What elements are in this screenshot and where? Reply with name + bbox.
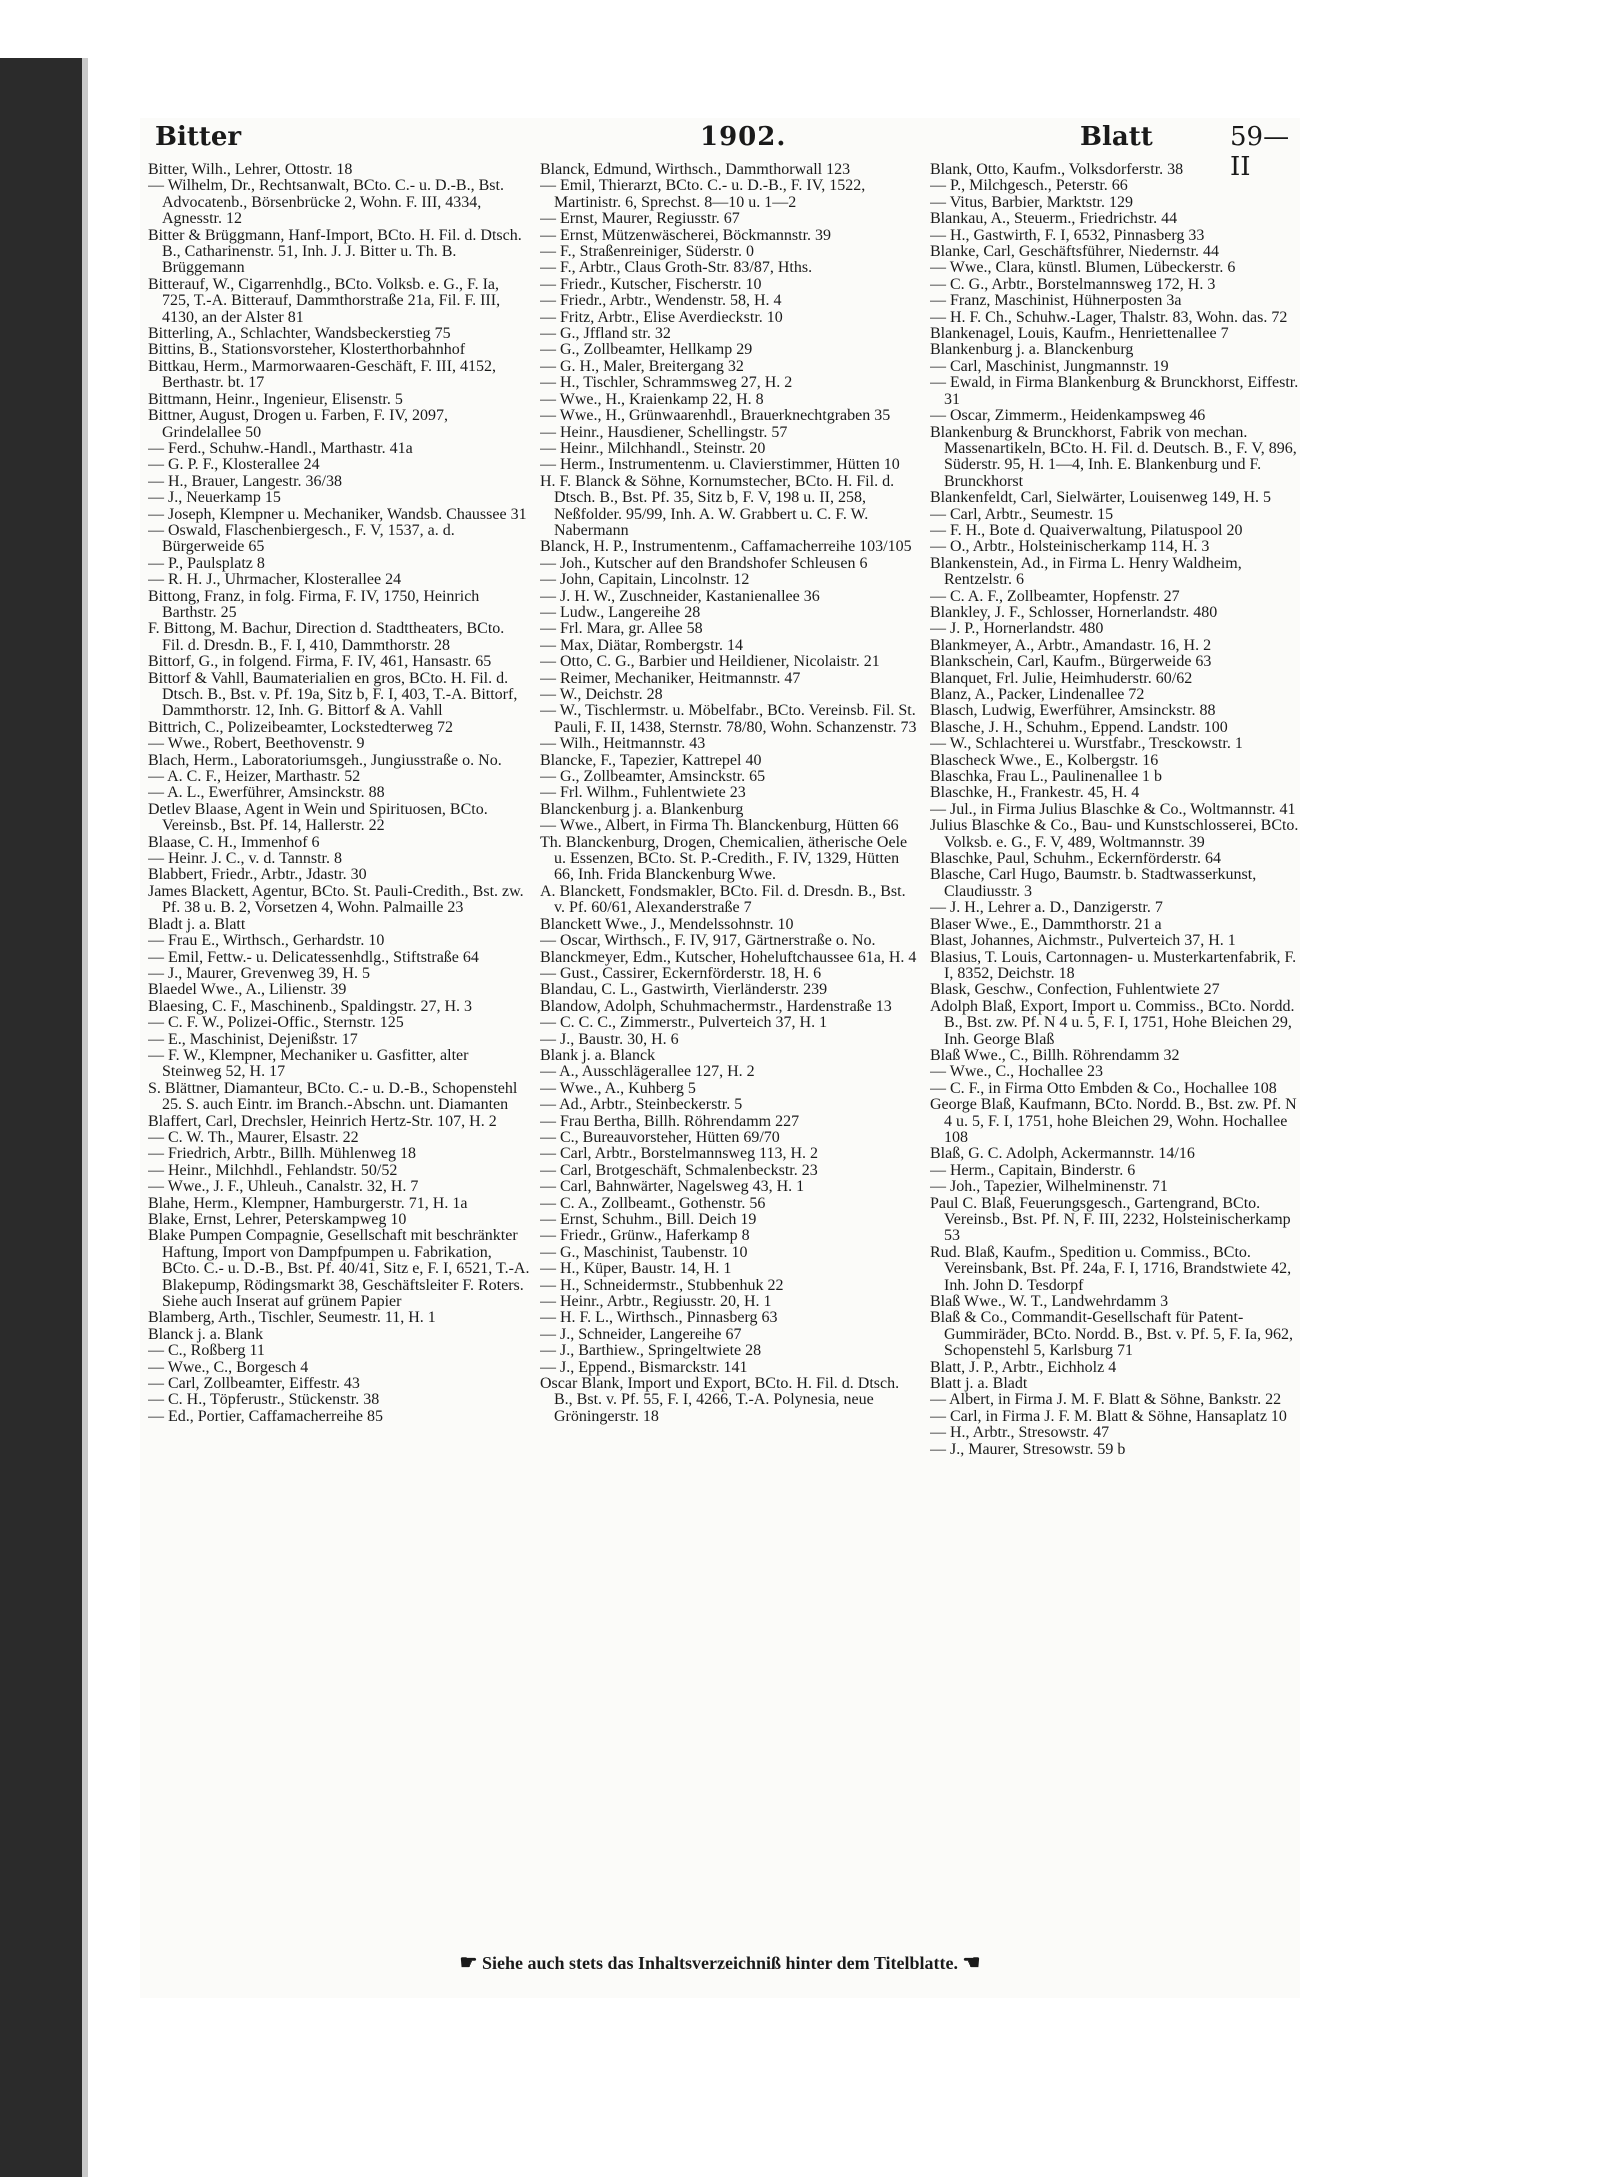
directory-entry: — Wwe., J. F., Uhleuh., Canalstr. 32, H. 7	[148, 1178, 419, 1196]
directory-entry: Bittong, Franz, in folg. Firma, F. IV, 1750, Heinrich Barthstr. 25	[148, 587, 480, 621]
column-3	[930, 162, 1300, 1944]
directory-entry: — John, Capitain, Lincolnstr. 12	[540, 571, 750, 589]
directory-entry: — Carl, Arbtr., Seumestr. 15	[930, 505, 1114, 523]
directory-entry: — Ernst, Maurer, Regiusstr. 67	[540, 210, 740, 228]
directory-entry: Blasius, T. Louis, Cartonnagen- u. Musterkartenfabrik, F. I, 8352, Deichstr. 18	[930, 948, 1297, 982]
directory-entry: — Max, Diätar, Rombergstr. 14	[540, 636, 744, 654]
directory-entry: — Carl, Arbtr., Borstelmannsweg 113, H. 2	[540, 1145, 819, 1163]
directory-entry: Blank j. a. Blanck	[540, 1046, 656, 1064]
directory-entry: — Friedrich, Arbtr., Billh. Mühlenweg 18	[148, 1145, 416, 1163]
directory-entry: — C. F. W., Polizei-Offic., Sternstr. 125	[148, 1014, 404, 1032]
directory-entry: — C. A. F., Zollbeamter, Hopfenstr. 27	[930, 587, 1180, 605]
directory-entry: Detlev Blaase, Agent in Wein und Spirituosen, BCto. Vereinsb., Bst. Pf. 14, Hallerstr. 22	[148, 800, 488, 835]
directory-entry: — Frau E., Wirthsch., Gerhardstr. 10	[148, 932, 385, 950]
directory-entry: — Joh., Tapezier, Wilhelminenstr. 71	[930, 1178, 1168, 1196]
directory-entry: Blanckmeyer, Edm., Kutscher, Hoheluftchaussee 61a, H. 4	[540, 948, 917, 966]
directory-entry: — Jul., in Firma Julius Blaschke & Co., Woltmannstr. 41	[930, 800, 1296, 818]
directory-entry: Bitter & Brüggmann, Hanf-Import, BCto. H. Fil. d. Dtsch. B., Catharinenstr. 51, Inh. J. J. Bitter u. Th. B. Brüggemann	[148, 226, 522, 277]
directory-entry: — Emil, Fettw.- u. Delicatessenhdlg., Stiftstraße 64	[148, 948, 479, 966]
directory-entry: — Joseph, Klempner u. Mechaniker, Wandsb. Chaussee 31	[148, 505, 527, 523]
directory-entry: Blahe, Herm., Klempner, Hamburgerstr. 71, H. 1a	[148, 1194, 468, 1212]
directory-entry: Blaß Wwe., W. T., Landwehrdamm 3	[930, 1293, 1169, 1311]
directory-entry: — Oscar, Wirthsch., F. IV, 917, Gärtnerstraße o. No.	[540, 932, 876, 950]
directory-entry: Blatt, J. P., Arbtr., Eichholz 4	[930, 1358, 1117, 1376]
directory-entry: Blaschke, Paul, Schuhm., Eckernförderstr. 64	[930, 850, 1222, 868]
header-right-word: Blatt	[1080, 122, 1153, 152]
directory-entry: Blankschein, Carl, Kaufm., Bürgerweide 63	[930, 653, 1212, 671]
directory-entry: Paul C. Blaß, Feuerungsgesch., Gartengrand, BCto. Vereinsb., Bst. Pf. N, F. III, 2232, Holsteinischerkamp 53	[930, 1194, 1291, 1245]
directory-entry: — Wwe., Albert, in Firma Th. Blanckenburg, Hütten 66	[540, 817, 899, 835]
directory-entry: Blaffert, Carl, Drechsler, Heinrich Hertz-Str. 107, H. 2	[148, 1112, 497, 1130]
directory-entry: — Carl, Zollbeamter, Eiffestr. 43	[148, 1375, 360, 1393]
directory-entry: Th. Blanckenburg, Drogen, Chemicalien, ätherische Oele u. Essenzen, BCto. St. P.-Credith., F. IV, 1329, Hütten 66, Inh. Frida Blanckenburg Wwe.	[540, 833, 908, 884]
directory-entry: Blancke, F., Tapezier, Kattrepel 40	[540, 751, 762, 769]
directory-entry: Blasche, Carl Hugo, Baumstr. b. Stadtwasserkunst, Claudiusstr. 3	[930, 866, 1257, 900]
directory-entry: — Reimer, Mechaniker, Heitmannstr. 47	[540, 669, 801, 687]
directory-entry: Blanck, H. P., Instrumentenm., Caffamacherreihe 103/105	[540, 538, 912, 556]
directory-entry: — Heinr., Milchhdl., Fehlandstr. 50/52	[148, 1161, 398, 1179]
directory-entry: — Fritz, Arbtr., Elise Averdieckstr. 10	[540, 308, 783, 326]
directory-entry: — H., Arbtr., Stresowstr. 47	[930, 1424, 1110, 1442]
directory-entry: — Wwe., C., Hochallee 23	[930, 1063, 1103, 1081]
directory-entry: Blanck j. a. Blank	[148, 1325, 264, 1343]
directory-entry: Blanck, Edmund, Wirthsch., Dammthorwall 123	[540, 162, 851, 178]
directory-entry: Bittmann, Heinr., Ingenieur, Elisenstr. 5	[148, 390, 403, 408]
directory-entry: — Friedr., Kutscher, Fischerstr. 10	[540, 275, 762, 293]
directory-entry: — P., Paulsplatz 8	[148, 554, 265, 572]
directory-entry: Blankenstein, Ad., in Firma L. Henry Waldheim, Rentzelstr. 6	[930, 554, 1242, 589]
directory-entry: — C. A., Zollbeamt., Gothenstr. 56	[540, 1194, 766, 1212]
directory-entry: — Oswald, Flaschenbiergesch., F. V, 1537, a. d. Bürgerweide 65	[148, 521, 455, 556]
directory-entry: Blaß, G. C. Adolph, Ackermannstr. 14/16	[930, 1145, 1195, 1163]
directory-entry: Bitterling, A., Schlachter, Wandsbeckerstieg 75	[148, 325, 451, 343]
directory-entry: — Ernst, Schuhm., Bill. Deich 19	[540, 1211, 757, 1228]
directory-entry: Julius Blaschke & Co., Bau- und Kunstschlosserei, BCto. Volksb. e. G., F. V, 489, Woltmannstr. 39	[930, 817, 1299, 851]
directory-entry: — Ludw., Langereihe 28	[540, 603, 701, 621]
directory-entry: Blasche, J. H., Schuhm., Eppend. Landstr. 100	[930, 718, 1228, 736]
directory-entry: — Ferd., Schuhw.-Handl., Marthastr. 41a	[148, 439, 413, 457]
directory-entry: Blake Pumpen Compagnie, Gesellschaft mit beschränkter Haftung, Import von Dampfpumpen u. Fabrikation, BCto. C.- u. D.-B., Bst. Pf. 40/41, Sitz e, F. I, 6521, T.-A. Blakepump, Rödingsmarkt 38, Geschäftsleiter F. Roters. Siehe auch Inserat auf grünem Papier	[148, 1227, 530, 1311]
directory-entry: Blatt j. a. Bladt	[930, 1375, 1028, 1393]
column-2	[540, 162, 920, 1944]
directory-entry: — J., Schneider, Langereihe 67	[540, 1325, 742, 1343]
directory-entry: — R. H. J., Uhrmacher, Klosterallee 24	[148, 571, 402, 589]
directory-entry: Blask, Geschw., Confection, Fuhlentwiete 27	[930, 981, 1220, 999]
directory-entry: — H., Brauer, Langestr. 36/38	[148, 472, 342, 490]
directory-entry: — Carl, Bahnwärter, Nagelsweg 43, H. 1	[540, 1178, 805, 1196]
directory-entry: Adolph Blaß, Export, Import u. Commiss., BCto. Nordd. B., Bst. zw. Pf. N 4 u. 5, F. I, 1751, Hohe Bleichen 29, Inh. George Blaß	[930, 997, 1295, 1048]
directory-entry: — C. F., in Firma Otto Embden & Co., Hochallee 108	[930, 1079, 1277, 1097]
directory-entry: — A. L., Ewerführer, Amsinckstr. 88	[148, 784, 385, 802]
directory-entry: — Carl, in Firma J. F. M. Blatt & Söhne, Hansaplatz 10	[930, 1407, 1287, 1425]
directory-entry: — J., Eppend., Bismarckstr. 141	[540, 1358, 748, 1376]
pointing-hand-right-icon: ☛	[459, 1952, 478, 1974]
directory-entry: — F., Straßenreiniger, Süderstr. 0	[540, 243, 755, 261]
scan-binding-edge	[0, 58, 88, 2177]
page-footer	[140, 1950, 1300, 1975]
directory-entry: — E., Maschinist, Dejenißstr. 17	[148, 1030, 358, 1048]
directory-entry: Bitterauf, W., Cigarrenhdlg., BCto. Volksb. e. G., F. Ia, 725, T.-A. Bitterauf, Dammthorstraße 21a, Fil. F. III, 4130, an der Alster 81	[148, 275, 501, 326]
directory-entry: — C. G., Arbtr., Borstelmannsweg 172, H. 3	[930, 275, 1216, 293]
directory-entry: Blanz, A., Packer, Lindenallee 72	[930, 686, 1145, 703]
directory-entry: Blanckenburg j. a. Blankenburg	[540, 800, 744, 818]
directory-entry: Blasch, Ludwig, Ewerführer, Amsinckstr. 88	[930, 702, 1216, 720]
directory-entry: Bitter, Wilh., Lehrer, Ottostr. 18	[148, 162, 353, 178]
directory-entry: — F. H., Bote d. Quaiverwaltung, Pilatuspool 20	[930, 521, 1243, 539]
directory-entry: — G., Zollbeamter, Amsinckstr. 65	[540, 768, 766, 786]
directory-entry: James Blackett, Agentur, BCto. St. Pauli-Credith., Bst. zw. Pf. 38 u. B. 2, Vorsetzen 4, Wohn. Palmaille 23	[148, 882, 524, 917]
directory-entry: Rud. Blaß, Kaufm., Spedition u. Commiss., BCto. Vereinsbank, Bst. Pf. 24a, F. I, 1716, Brandstwiete 42, Inh. John D. Tesdorpf	[930, 1243, 1292, 1294]
directory-entry: — Oscar, Zimmerm., Heidenkampsweg 46	[930, 407, 1206, 425]
directory-entry: — G., Zollbeamter, Hellkamp 29	[540, 341, 753, 359]
directory-entry: — Wwe., Clara, künstl. Blumen, Lübeckerstr. 6	[930, 259, 1236, 277]
directory-entry: — J. H., Lehrer a. D., Danzigerstr. 7	[930, 899, 1163, 917]
directory-entry: Blamberg, Arth., Tischler, Seumestr. 11, H. 1	[148, 1309, 436, 1327]
header-year: 1902.	[700, 122, 787, 152]
directory-entry: — G., Maschinist, Taubenstr. 10	[540, 1243, 748, 1261]
directory-entry: Blankley, J. F., Schlosser, Hornerlandstr. 480	[930, 603, 1218, 621]
directory-entry: — Heinr., Arbtr., Regiusstr. 20, H. 1	[540, 1293, 772, 1311]
directory-entry: — Albert, in Firma J. M. F. Blatt & Söhne, Bankstr. 22	[930, 1391, 1282, 1409]
directory-entry: — J. H. W., Zuschneider, Kastanienallee 36	[540, 587, 820, 605]
directory-entry: — C. W. Th., Maurer, Elsastr. 22	[148, 1128, 359, 1146]
directory-entry: — Emil, Thierarzt, BCto. C.- u. D.-B., F. IV, 1522, Martinistr. 6, Sprechst. 8—10 u. 1—2	[540, 177, 866, 211]
directory-entry: — W., Deichstr. 28	[540, 686, 663, 703]
directory-entry: — G., Jffland str. 32	[540, 325, 671, 343]
directory-entry: — H., Küper, Baustr. 14, H. 1	[540, 1260, 732, 1278]
directory-entry: Blabbert, Friedr., Arbtr., Jdastr. 30	[148, 866, 367, 884]
directory-entry: Blanquet, Frl. Julie, Heimhuderstr. 60/62	[930, 669, 1193, 687]
directory-entry: — J., Neuerkamp 15	[148, 489, 281, 507]
directory-entry: — J., Baustr. 30, H. 6	[540, 1030, 679, 1048]
directory-entry: — Frau Bertha, Billh. Röhrendamm 227	[540, 1112, 800, 1130]
directory-entry: — Friedr., Grünw., Haferkamp 8	[540, 1227, 750, 1245]
directory-entry: — Carl, Maschinist, Jungmannstr. 19	[930, 357, 1169, 375]
directory-entry: Blank, Otto, Kaufm., Volksdorferstr. 38	[930, 162, 1184, 178]
directory-entry: — Wwe., H., Kraienkamp 22, H. 8	[540, 390, 764, 408]
directory-entry: — Ed., Portier, Caffamacherreihe 85	[148, 1407, 383, 1425]
directory-entry: Blaschke, H., Frankestr. 45, H. 4	[930, 784, 1140, 802]
directory-entry: Blandow, Adolph, Schuhmachermstr., Hardenstraße 13	[540, 997, 892, 1015]
directory-entry: — F., Arbtr., Claus Groth-Str. 83/87, Hths.	[540, 259, 813, 277]
directory-entry: — C. C. C., Zimmerstr., Pulverteich 37, H. 1	[540, 1014, 828, 1032]
directory-entry: Blankau, A., Steuerm., Friedrichstr. 44	[930, 210, 1178, 228]
directory-entry: — Wwe., C., Borgesch 4	[148, 1358, 309, 1376]
directory-entry: Bladt j. a. Blatt	[148, 915, 246, 933]
directory-entry: — C. H., Töpferustr., Stückenstr. 38	[148, 1391, 380, 1409]
directory-entry: — J., Maurer, Grevenweg 39, H. 5	[148, 964, 370, 982]
directory-entry: — Gust., Cassirer, Eckernförderstr. 18, H. 6	[540, 964, 822, 982]
directory-entry: — F. W., Klempner, Mechaniker u. Gasfitter, alter Steinweg 52, H. 17	[148, 1046, 469, 1081]
directory-entry: — Carl, Brotgeschäft, Schmalenbeckstr. 23	[540, 1161, 818, 1179]
directory-entry: Blaser Wwe., E., Dammthorstr. 21 a	[930, 915, 1162, 933]
directory-entry: Blaschka, Frau L., Paulinenallee 1 b	[930, 768, 1162, 786]
directory-entry: — W., Tischlermstr. u. Möbelfabr., BCto. Vereinsb. Fil. St. Pauli, F. II, 1438, Sternstr. 78/80, Wohn. Schanzenstr. 73	[540, 702, 917, 736]
directory-entry: — Frl. Wilhm., Fuhlentwiete 23	[540, 784, 746, 802]
directory-entry: — J. P., Hornerlandstr. 480	[930, 620, 1104, 638]
column-1	[148, 162, 530, 1944]
directory-entry: — J., Barthiew., Springeltwiete 28	[540, 1342, 762, 1360]
footer-note: Siehe auch stets das Inhaltsverzeichniß hinter dem Titelblatte.	[481, 1953, 958, 1973]
directory-entry: Bittner, August, Drogen u. Farben, F. IV, 2097, Grindelallee 50	[148, 407, 448, 441]
directory-entry: — C., Bureauvorsteher, Hütten 69/70	[540, 1128, 780, 1146]
directory-entry: — Ewald, in Firma Blankenburg & Brunckhorst, Eiffestr. 31	[930, 374, 1299, 408]
page-number: 59—II	[1230, 122, 1290, 182]
directory-entry: Blanckett Wwe., J., Mendelssohnstr. 10	[540, 915, 794, 933]
directory-entry: — G. P. F., Klosterallee 24	[148, 456, 320, 474]
directory-entry: Blaase, C. H., Immenhof 6	[148, 833, 320, 851]
directory-entry: — Franz, Maschinist, Hühnerposten 3a	[930, 292, 1182, 310]
directory-entry: George Blaß, Kaufmann, BCto. Nordd. B., Bst. zw. Pf. N 4 u. 5, F. I, 1751, hohe Bleichen 29, Wohn. Hochallee 108	[930, 1096, 1297, 1146]
directory-entry: — Heinr., Hausdiener, Schellingstr. 57	[540, 423, 788, 441]
directory-entry: — C., Roßberg 11	[148, 1342, 265, 1360]
directory-entry: Blanke, Carl, Geschäftsführer, Niedernstr. 44	[930, 243, 1220, 261]
directory-entry: — A. C. F., Heizer, Marthastr. 52	[148, 768, 361, 786]
scan-binding-shadow	[82, 58, 88, 2177]
directory-entry: A. Blanckett, Fondsmakler, BCto. Fil. d. Dresdn. B., Bst. v. Pf. 60/61, Alexanderstraße 7	[540, 882, 906, 917]
pointing-hand-left-icon: ☚	[962, 1952, 981, 1974]
directory-entry: Blaß Wwe., C., Billh. Röhrendamm 32	[930, 1046, 1180, 1064]
directory-entry: — Herm., Instrumentenm. u. Clavierstimmer, Hütten 10	[540, 456, 900, 474]
directory-entry: — Ernst, Mützenwäscherei, Böckmannstr. 39	[540, 226, 832, 244]
directory-entry: F. Bittong, M. Bachur, Direction d. Stadttheaters, BCto. Fil. d. Dresdn. B., F. I, 410, Dammthorstr. 28	[148, 620, 505, 654]
directory-entry: — P., Milchgesch., Peterstr. 66	[930, 177, 1128, 195]
directory-entry: — Wwe., H., Grünwaarenhdl., Brauerknechtgraben 35	[540, 407, 891, 425]
directory-entry: Bittrich, C., Polizeibeamter, Lockstedterweg 72	[148, 718, 454, 736]
directory-entry: Bittins, B., Stationsvorsteher, Klosterthorbahnhof	[148, 341, 466, 359]
directory-entry: Bittorf, G., in folgend. Firma, F. IV, 461, Hansastr. 65	[148, 653, 492, 671]
directory-entry: — Wilhelm, Dr., Rechtsanwalt, BCto. C.- u. D.-B., Bst. Advocatenb., Börsenbrücke 2, Wohn. F. III, 4334, Agnesstr. 12	[148, 177, 504, 228]
directory-entry: — H. F. Ch., Schuhw.-Lager, Thalstr. 83, Wohn. das. 72	[930, 308, 1288, 326]
directory-entry: Blaesing, C. F., Maschinenb., Spaldingstr. 27, H. 3	[148, 997, 473, 1015]
directory-entry: — A., Ausschlägerallee 127, H. 2	[540, 1063, 755, 1081]
directory-entry: — Wwe., Robert, Beethovenstr. 9	[148, 735, 365, 753]
directory-page	[140, 118, 1300, 1998]
directory-entry: — W., Schlachterei u. Wurstfabr., Tresckowstr. 1	[930, 735, 1243, 753]
directory-entry: — Wwe., A., Kuhberg 5	[540, 1079, 696, 1097]
directory-entry: Bittorf & Vahll, Baumaterialien en gros, BCto. H. Fil. d. Dtsch. B., Bst. v. Pf. 19a, Sitz b, F. I, 403, T.-A. Bittorf, Dammthorstr. 12, Inh. G. Bittorf & A. Vahll	[148, 669, 518, 720]
directory-entry: — Frl. Mara, gr. Allee 58	[540, 620, 703, 638]
directory-entry: Blankmeyer, A., Arbtr., Amandastr. 16, H. 2	[930, 636, 1212, 654]
directory-entry: Oscar Blank, Import und Export, BCto. H. Fil. d. Dtsch. B., Bst. v. Pf. 55, F. I, 4266, T.-A. Polynesia, neue Gröningerstr. 18	[540, 1375, 900, 1425]
directory-entry: Blascheck Wwe., E., Kolbergstr. 16	[930, 751, 1159, 769]
directory-entry: S. Blättner, Diamanteur, BCto. C.- u. D.-B., Schopenstehl 25. S. auch Eintr. im Branch.-Abschn. unt. Diamanten	[148, 1079, 518, 1114]
directory-entry: Blankenfeldt, Carl, Sielwärter, Louisenweg 149, H. 5	[930, 489, 1272, 507]
directory-entry: — G. H., Maler, Breitergang 32	[540, 357, 744, 375]
directory-entry: — Friedr., Arbtr., Wendenstr. 58, H. 4	[540, 292, 782, 310]
directory-entry: — Vitus, Barbier, Marktstr. 129	[930, 193, 1133, 211]
directory-entry: Blankenburg & Brunckhorst, Fabrik von mechan. Massenartikeln, BCto. H. Fil. d. Deutsch. B., F. V, 896, Süderstr. 95, H. 1—4, Inh. E. Blankenburg und F. Brunckhorst	[930, 423, 1297, 490]
directory-entry: Blandau, C. L., Gastwirth, Vierländerstr. 239	[540, 981, 828, 999]
directory-entry: — H. F. L., Wirthsch., Pinnasberg 63	[540, 1309, 778, 1327]
directory-entry: — O., Arbtr., Holsteinischerkamp 114, H. 3	[930, 538, 1210, 556]
directory-entry: Blaß & Co., Commandit-Gesellschaft für Patent-Gummiräder, BCto. Nordd. B., Bst. v. Pf. 5, F. Ia, 962, Schopenstehl 5, Karlsburg 71	[930, 1309, 1294, 1360]
header-left-word: Bitter	[155, 122, 242, 152]
directory-entry: H. F. Blanck & Söhne, Kornumstecher, BCto. H. Fil. d. Dtsch. B., Bst. Pf. 35, Sitz b, F. V, 198 u. II, 258, Neßfolder. 95/99, Inh. A. W. Grabbert u. C. F. W. Nabermann	[540, 472, 895, 539]
directory-entry: Bittkau, Herm., Marmorwaaren-Geschäft, F. III, 4152, Berthastr. bt. 17	[148, 357, 496, 392]
directory-entry: — H., Schneidermstr., Stubbenhuk 22	[540, 1276, 784, 1294]
directory-entry: — Heinr., Milchhandl., Steinstr. 20	[540, 439, 766, 457]
directory-entry: — Ad., Arbtr., Steinbeckerstr. 5	[540, 1096, 743, 1114]
directory-entry: Blast, Johannes, Aichmstr., Pulverteich 37, H. 1	[930, 932, 1236, 950]
directory-entry: Blach, Herm., Laboratoriumsgeh., Jungiusstraße o. No.	[148, 751, 502, 769]
directory-entry: — Joh., Kutscher auf den Brandshofer Schleusen 6	[540, 554, 868, 572]
directory-entry: — H., Gastwirth, F. I, 6532, Pinnasberg 33	[930, 226, 1205, 244]
directory-entry: — Wilh., Heitmannstr. 43	[540, 735, 706, 753]
directory-entry: — Herm., Capitain, Binderstr. 6	[930, 1161, 1136, 1179]
directory-entry: — H., Tischler, Schrammsweg 27, H. 2	[540, 374, 793, 392]
directory-entry: Blankenburg j. a. Blanckenburg	[930, 341, 1134, 359]
directory-entry: — J., Maurer, Stresowstr. 59 b	[930, 1440, 1126, 1458]
directory-entry: Blankenagel, Louis, Kaufm., Henriettenallee 7	[930, 325, 1229, 343]
directory-entry: — Heinr. J. C., v. d. Tannstr. 8	[148, 850, 342, 868]
directory-entry: Blaedel Wwe., A., Lilienstr. 39	[148, 981, 347, 999]
directory-entry: Blake, Ernst, Lehrer, Peterskampweg 10	[148, 1211, 407, 1228]
directory-columns	[140, 162, 1300, 1944]
directory-entry: — Otto, C. G., Barbier und Heildiener, Nicolaistr. 21	[540, 653, 880, 671]
